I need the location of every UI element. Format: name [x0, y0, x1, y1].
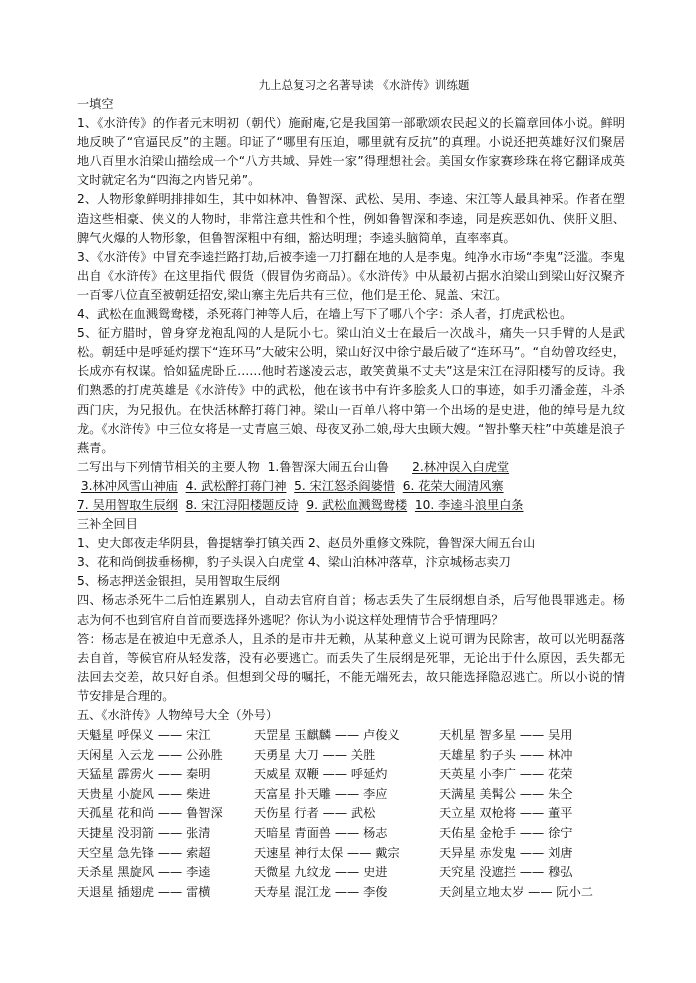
- nickname-entry: 天伤星 行者 —— 武松: [254, 806, 376, 821]
- nickname-entry: 天究星 没遮拦 —— 穆弘: [439, 865, 573, 880]
- nickname-entry: 天闲星 入云龙 —— 公孙胜: [77, 747, 223, 762]
- plot-item: 9. 武松血溅鸳鸯楼: [306, 497, 408, 512]
- nickname-entry: 天魁星 呼保义 —— 宋江: [77, 728, 211, 743]
- nickname-entry: 天满星 美髯公 —— 朱仝: [439, 786, 573, 801]
- section-4-answer: 答：杨志是在被迫中无意杀人，且杀的是市井无赖，从某种意义上说可谓为民除害，故可以光明磊落去自首，等候官府从轻发落，没有必要逃亡。而丢失了生辰纲是死罪，无论出于什么原因，丢失都无法回去交差，故只好自杀。但想到父母的嘱托，不能无端死去，故只能选择隐忍逃亡。所以小说的情节安排是合理的。: [77, 631, 625, 703]
- nickname-entry: 天寿星 混江龙 —— 李俊: [254, 884, 388, 899]
- nickname-entry: 天雄星 豹子头 —— 林冲: [439, 747, 573, 762]
- section-2-line-1: [77, 458, 625, 477]
- question-1: 1、《水浒传》的作者元末明初（朝代）施耐庵,它是我国第一部歌颂农民起义的长篇章回体小说。鲜明地反映了“官逼民反”的主题。印证了“哪里有压迫，哪里就有反抗”的真理。小说还把英雄好汉们聚居地八百里水泊梁山描绘成一个“八方共域、异姓一家”得理想社会。美国女作家赛珍珠在将它翻译成英文时就定名为“四海之内皆兄弟”。: [77, 116, 625, 188]
- chapter-title-line: 1、史大郎夜走华阴县，鲁提辖拳打镇关西 2、赵员外重修文殊院，鲁智深大闹五台山: [77, 536, 536, 551]
- nickname-entry: 天杀星 黑旋风 —— 李逵: [77, 865, 211, 880]
- nickname-entry: 天微星 九纹龙 —— 史进: [254, 865, 388, 880]
- nickname-entry: 天勇星 大刀 —— 关胜: [254, 747, 376, 762]
- section-3-heading: 三补全回目: [77, 517, 138, 532]
- chapter-title-line: 3、花和尚倒拔垂杨柳，豹子头误入白虎堂 4、梁山泊林冲落草，汴京城杨志卖刀: [77, 555, 511, 570]
- nickname-entry: 天空星 急先锋 —— 索超: [77, 845, 211, 860]
- plot-item: 4. 武松醉打蒋门神: [185, 478, 287, 493]
- nickname-entry: 天贵星 小旋风 —— 柴进: [77, 786, 211, 801]
- plot-item: 6. 花荣大闹清风寨: [402, 478, 504, 493]
- nickname-entry: 天罡星 玉麒麟 —— 卢俊义: [254, 728, 400, 743]
- nickname-entry: 天富星 扑天雕 —— 李应: [254, 786, 388, 801]
- worksheet-page: [77, 76, 625, 902]
- section-1-heading: 一填空: [77, 97, 114, 111]
- plot-item: 1.鲁智深大闹五台山鲁: [267, 459, 389, 474]
- question-5: 5、征方腊时，曾身穿龙袍乱闯的人是阮小七。梁山泊义士在最后一次战斗，痛失一只手臂的人是武松。朝廷中是呼延灼摆下“连环马”大破宋公明，梁山好汉中徐宁最后破了“连环马”。“自幼曾攻经史，长成亦有权谋。恰如猛虎卧丘……他时若遂凌云志，敢笑黄巢不丈夫”这是宋江在浔阳楼写的反诗。我们熟悉的打虎英雄是《水浒传》中的武松，他在该书中有许多脍炙人口的事迹，如手刃潘金莲，斗杀西门庆，为兄报仇。在快活林醉打蒋门神。梁山一百单八将中第一个出场的是史进，他的绰号是九纹龙。《水浒传》中三位女将是一丈青扈三娘、母夜叉孙二娘,母大虫顾大嫂。“智扑擎天柱”中英雄是浪子燕青。: [77, 326, 625, 455]
- nickname-entry: 天暗星 青面兽 —— 杨志: [254, 826, 388, 841]
- plot-item: 8. 宋江浔阳楼题反诗: [185, 497, 299, 512]
- section-2-line-3: [77, 496, 625, 515]
- nickname-entry: 天异星 赤发鬼 —— 刘唐: [439, 845, 573, 860]
- nickname-entry: 天机星 智多星 —— 吴用: [439, 728, 573, 743]
- question-3: 3、《水浒传》中冒充李逵拦路打劫,后被李逵一刀打翻在地的人是李鬼。纯净水市场“李鬼”泛滥。李鬼出自《水浒传》在这里指代 假货（假冒伪劣商品）。《水浒传》中从最初占据水泊梁山到梁山好汉聚齐一百零八位直至被朝廷招安,梁山寨主先后共有三位，他们是王伦、晁盖、宋江。: [77, 249, 625, 302]
- plot-item: 7. 吴用智取生辰纲: [77, 497, 178, 512]
- plot-item: 10. 李逵斗浪里白条: [414, 497, 524, 512]
- page-title: 九上总复习之名著导读 《水浒传》训练题: [258, 78, 470, 92]
- nickname-entry: 天速星 神行太保 —— 戴宗: [254, 845, 400, 860]
- section-2-heading: 二写出与下列情节相关的主要人物: [77, 459, 260, 474]
- section-5-heading: 五、《水浒传》人物绰号大全（外号）: [77, 708, 279, 722]
- nickname-table: [77, 726, 625, 902]
- chapter-title-line: 5、杨志押送金银担，吴用智取生辰纲: [77, 574, 280, 589]
- nickname-entry: 天威星 双鞭 —— 呼延灼: [254, 767, 388, 782]
- plot-item: 3.林冲风雪山神庙: [80, 478, 178, 493]
- section-4-question: 四、杨志杀死牛二后怕连累别人，自动去官府自首；杨志丢失了生辰纲想自杀，后写他畏罪逃走。杨志为何不也到官府自首而要选择外逃呢？你认为小说这样处理情节合乎情理吗？: [77, 593, 625, 627]
- nickname-entry: 天剑星立地太岁 —— 阮小二: [439, 884, 593, 899]
- nickname-entry: 天佑星 金枪手 —— 徐宁: [439, 826, 573, 841]
- nickname-entry: 天孤星 花和尚 —— 鲁智深: [77, 806, 223, 821]
- plot-item: 5. 宋江怒杀阎婆惜: [294, 478, 395, 493]
- question-4: 4、武松在血溅鸳鸯楼，杀死蒋门神等人后，在墙上写下了哪八个字：杀人者，打虎武松也。: [77, 307, 573, 322]
- nickname-entry: 天退星 插翅虎 —— 雷横: [77, 884, 211, 899]
- nickname-entry: 天立星 双枪将 —— 董平: [439, 806, 573, 821]
- question-2: 2、人物形象鲜明排排如生，其中如林冲、鲁智深、武松、吴用、李逵、宋江等人最具神采。作者在塑造这些相豪、侠义的人物时，非常注意共性和个性，例如鲁智深和李逵，同是疾恶如仇、侠肝义胆、脾气火爆的人物形象，但鲁智深粗中有细，豁达明理；李逵头脑简单，直率率真。: [77, 192, 625, 245]
- nickname-entry: 天捷星 没羽箭 —— 张清: [77, 826, 211, 841]
- plot-item: 2.林冲误入白虎堂: [412, 459, 510, 474]
- nickname-entry: 天英星 小李广 —— 花荣: [439, 767, 573, 782]
- nickname-entry: 天猛星 霹雳火 —— 秦明: [77, 767, 211, 782]
- section-2-line-2: [77, 477, 625, 496]
